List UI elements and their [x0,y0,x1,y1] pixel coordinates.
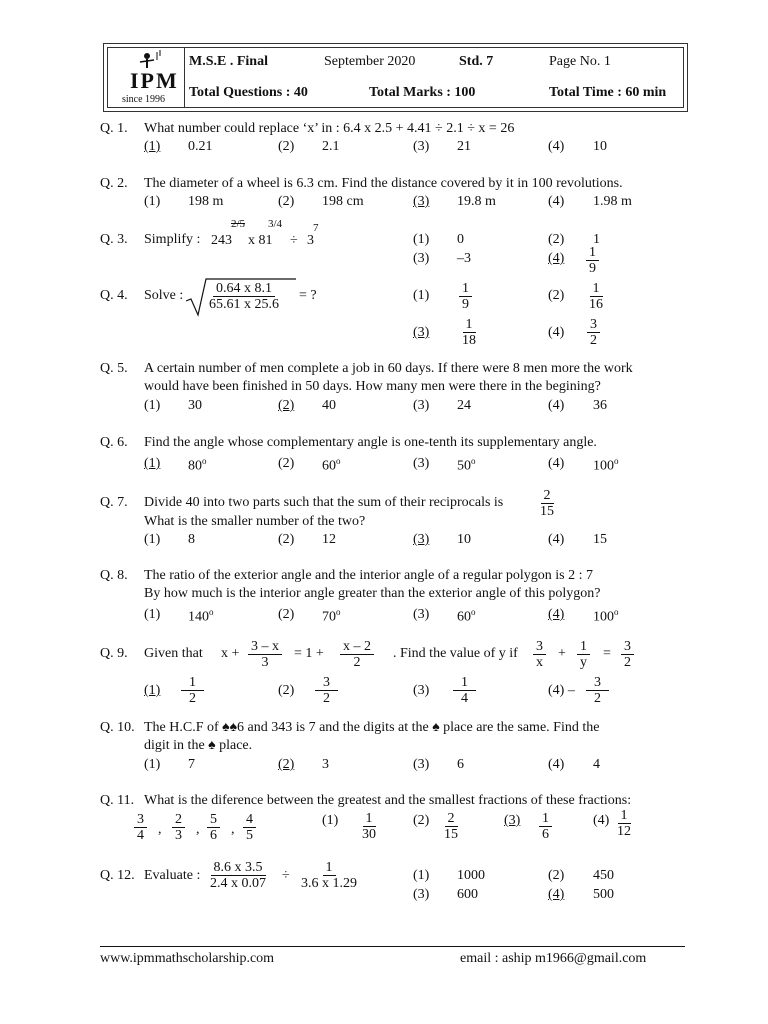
equation-part: = 1 + [294,646,324,661]
option-value: 500 [593,887,614,902]
expression-fraction: $\frac{1}{3.6 x 1.29}$ [301,860,357,891]
option-label: (1) [144,757,161,772]
option-fraction: $\frac{1}{30}$ [362,811,376,842]
exam-header-inner [107,47,684,108]
option-value: 198 cm [322,194,364,209]
total-marks: Total Marks : 100 [369,85,476,100]
equation-fraction: $\frac{3}{2}$ [621,639,634,670]
option-fraction: $\frac{1}{12}$ [617,808,631,839]
given-fraction: $\frac{3}{4}$ [134,812,147,843]
question-text: The ratio of the exterior angle and the interior angle of a regular polygon is 2 : 7 [144,568,594,583]
option-label: (2) [278,532,295,547]
exam-date: September 2020 [324,54,416,69]
option-label: (3) [413,532,430,547]
question-label: Solve : [144,288,184,303]
option-value: 198 m [188,194,224,209]
footer-divider [100,946,685,947]
option-label: (3) [413,325,430,340]
option-label: (3) [413,194,430,209]
option-value: 0.21 [188,139,213,154]
total-questions: Total Questions : 40 [189,85,308,100]
equation-fraction: $\frac{1}{y}$ [577,639,590,670]
option-value: 60$^o$ [322,456,341,474]
expression-base: 3 [307,233,314,248]
option-label: (4) [548,251,565,266]
option-value: 1000 [457,868,485,883]
equals-question: = ? [299,288,317,303]
option-value: 10 [593,139,607,154]
logo-since: since 1996 [122,94,166,105]
option-value: 140$^o$ [188,607,214,625]
question-number: Q. 5. [100,361,128,376]
option-label: (1) [144,607,161,622]
option-value: –3 [457,251,471,266]
expression-mid: x 81 [248,233,273,248]
option-fraction: $\frac{1}{6}$ [539,811,552,842]
option-label: (2) [548,288,565,303]
option-fraction: $\frac{1}{2}$ [181,675,204,706]
exponent: 3/4 [268,218,283,230]
option-label: (1) [144,456,161,471]
option-value: 1.98 m [593,194,632,209]
question-text: The H.C.F of ♠♠6 and 343 is 7 and the digits at the ♠ place are the same. Find the [144,720,600,735]
given-fraction: $\frac{2}{3}$ [172,812,185,843]
option-value: 19.8 m [457,194,496,209]
given-fraction: $\frac{5}{6}$ [207,812,220,843]
option-label: (4) [548,139,565,154]
question-label: Given that [144,646,203,661]
option-value: 36 [593,398,607,413]
option-label: (2) [548,868,565,883]
option-label: (4) [548,456,565,471]
question-text: By how much is the interior angle greater than the exterior angle of this polygon? [144,586,601,601]
option-fraction: $\frac{1}{9}$ [586,245,599,276]
option-value: 450 [593,868,614,883]
question-number: Q. 10. [100,720,135,735]
question-number: Q. 3. [100,232,128,247]
option-value: 24 [457,398,471,413]
option-value: 4 [593,757,600,772]
option-fraction: $\frac{2}{15}$ [444,811,458,842]
given-fraction: $\frac{4}{5}$ [243,812,256,843]
question-number: Q. 7. [100,495,128,510]
option-label: (1) [144,683,161,698]
question-text: would have been finished in 50 days. How many men were there in the begining? [144,379,601,394]
option-label: (3) [504,813,521,828]
standard: Std. 7 [459,54,494,69]
divide-sign: ÷ [290,233,298,248]
option-label: (4) [548,325,565,340]
question-text: Find the angle whose complementary angle is one-tenth its supplementary angle. [144,435,597,450]
option-value: 3 [322,757,329,772]
option-value: 2.1 [322,139,340,154]
option-label: (1) [413,868,430,883]
option-label: (4) – [548,683,575,698]
option-label: (3) [413,251,430,266]
option-value: 12 [322,532,336,547]
option-label: (1) [144,398,161,413]
option-label: (4) [548,532,565,547]
option-label: (4) [548,757,565,772]
option-fraction: $\frac{1}{18}$ [462,317,476,348]
option-label: (1) [144,139,161,154]
option-label: (2) [278,757,295,772]
option-value: 15 [593,532,607,547]
equation-part: = [603,646,611,661]
expression-base: 243 [211,233,232,248]
question-number: Q. 8. [100,568,128,583]
option-fraction: $\frac{1}{16}$ [589,281,603,312]
option-label: (3) [413,887,430,902]
option-label: (4) [548,194,565,209]
option-label: (2) [548,232,565,247]
option-fraction: $\frac{3}{2}$ [586,675,609,706]
option-label: (1) [322,813,339,828]
equation-part: x + [221,646,240,661]
exponent: 7 [313,222,319,234]
total-time: Total Time : 60 min [549,85,667,100]
radicand-fraction: $\frac{0.64 x 8.1}{65.61 x 25.6}$ [209,281,279,312]
question-text: Divide 40 into two parts such that the sum of their reciprocals is [144,495,504,510]
option-value: 80$^o$ [188,456,207,474]
option-fraction: $\frac{1}{9}$ [459,281,472,312]
option-label: (1) [413,232,430,247]
option-label: (2) [278,194,295,209]
divide-sign: ÷ [282,868,290,883]
question-fraction: $\frac{2}{15}$ [540,488,554,519]
question-text: What is the diference between the greatest and the smallest fractions of these fractions: [144,793,632,808]
separator: , [196,822,200,837]
question-text: A certain number of men complete a job in 60 days. If there were 8 men more the work [144,361,633,376]
option-label: (4) [593,813,610,828]
question-text: The diameter of a wheel is 6.3 cm. Find the distance covered by it in 100 revolutions. [144,176,623,191]
question-number: Q. 9. [100,646,128,661]
option-label: (3) [413,456,430,471]
option-label: (4) [548,607,565,622]
equation-fraction: $\frac{x - 2}{2}$ [340,639,374,670]
option-label: (2) [278,456,295,471]
option-value: 8 [188,532,195,547]
option-value: 7 [188,757,195,772]
expression-fraction: $\frac{8.6 x 3.5}{2.4 x 0.07}$ [210,860,266,891]
option-value: 0 [457,232,464,247]
option-label: (3) [413,398,430,413]
question-label: Simplify : [144,232,201,247]
option-fraction: $\frac{3}{2}$ [587,317,600,348]
option-value: 50$^o$ [457,456,476,474]
separator: , [158,822,162,837]
option-value: 10 [457,532,471,547]
footer-email[interactable]: email : aship m1966@gmail.com [460,951,647,966]
equation-fraction: $\frac{3}{x}$ [533,639,546,670]
option-label: (4) [548,887,565,902]
option-label: (3) [413,139,430,154]
option-label: (3) [413,757,430,772]
equation-fraction: $\frac{3 - x}{3}$ [248,639,282,670]
option-value: 70$^o$ [322,607,341,625]
option-value: 1 [593,232,600,247]
option-label: (2) [278,398,295,413]
question-number: Q. 1. [100,121,128,136]
question-number: Q. 2. [100,176,128,191]
option-label: (1) [413,288,430,303]
logo-text: IPM [130,68,179,93]
option-value: 600 [457,887,478,902]
exponent: 2/5 [231,218,246,230]
option-value: 21 [457,139,471,154]
separator: , [231,822,235,837]
question-text: What is the smaller number of the two? [144,514,366,529]
question-text: What number could replace ‘x’ in : 6.4 x 2.5 + 4.41 ÷ 2.1 ÷ x = 26 [144,121,515,136]
option-label: (1) [144,532,161,547]
option-label: (2) [278,139,295,154]
question-number: Q. 12. [100,868,135,883]
option-value: 40 [322,398,336,413]
option-value: 100$^o$ [593,456,619,474]
exam-header [103,43,688,112]
page-number: Page No. 1 [549,54,611,69]
option-label: (4) [548,398,565,413]
option-value: 30 [188,398,202,413]
question-number: Q. 4. [100,288,128,303]
footer-website[interactable]: www.ipmmathscholarship.com [100,951,275,966]
option-label: (3) [413,683,430,698]
question-text: digit in the ♠ place. [144,738,253,753]
option-value: 60$^o$ [457,607,476,625]
option-label: (3) [413,607,430,622]
question-text: . Find the value of y if [393,646,518,661]
ipm-logo [108,48,185,107]
option-value: 6 [457,757,464,772]
exam-title: M.S.E . Final [189,54,268,69]
option-fraction: $\frac{3}{2}$ [315,675,338,706]
option-label: (2) [278,683,295,698]
option-value: 100$^o$ [593,607,619,625]
question-number: Q. 6. [100,435,128,450]
option-label: (2) [413,813,430,828]
option-label: (1) [144,194,161,209]
question-number: Q. 11. [100,793,135,808]
question-label: Evaluate : [144,868,201,883]
equation-part: + [558,646,566,661]
option-fraction: $\frac{1}{4}$ [453,675,476,706]
option-label: (2) [278,607,295,622]
